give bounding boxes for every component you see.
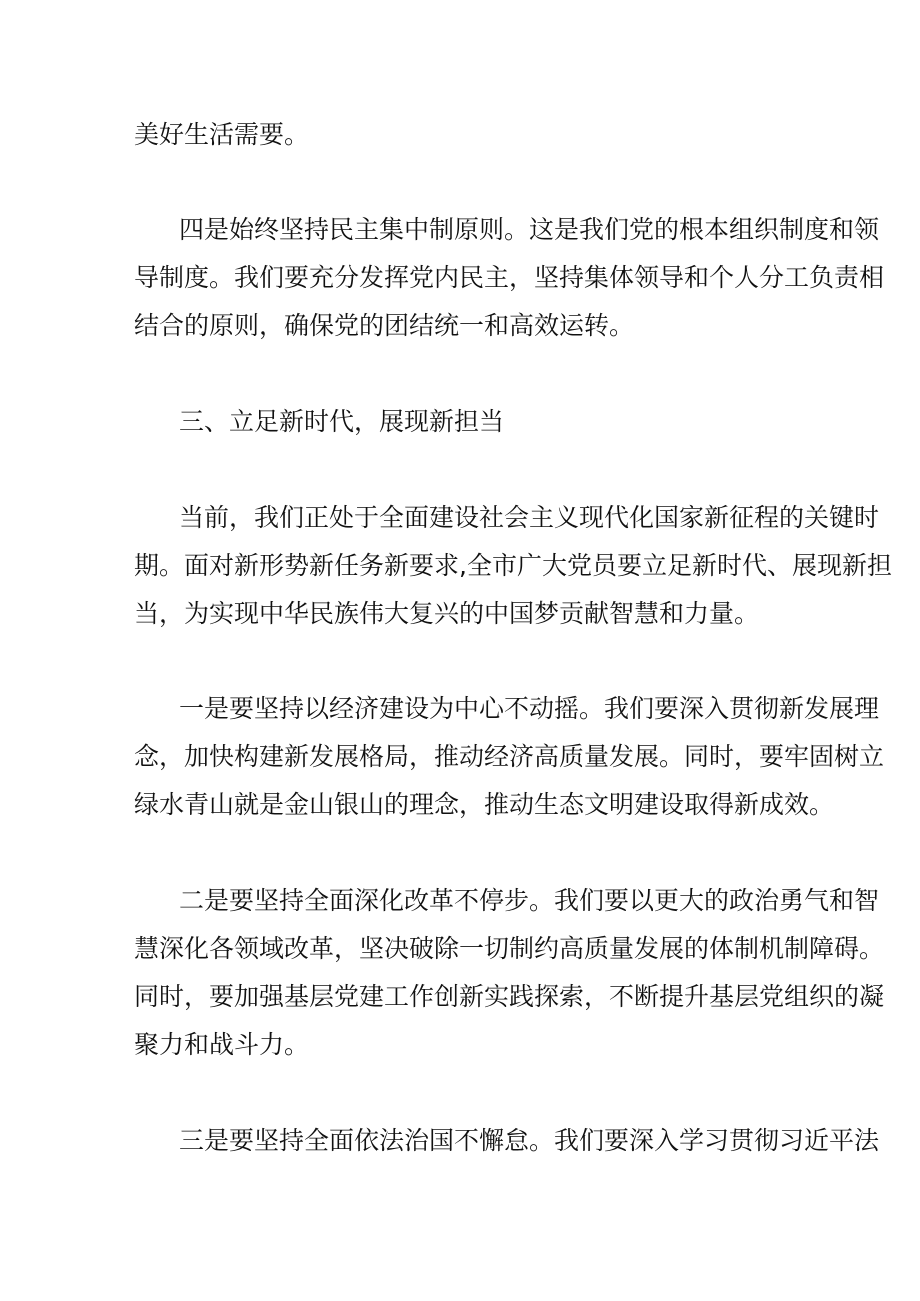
text-line: 当前，我们正处于全面建设社会主义现代化国家新征程的关键时 xyxy=(179,503,880,532)
text-line: 一是要坚持以经济建设为中心不动摇。我们要深入贯彻新发展理 xyxy=(179,694,880,723)
text-line: 同时，要加强基层党建工作创新实践探索，不断提升基层党组织的凝 xyxy=(134,982,885,1011)
text-line: 当，为实现中华民族伟大复兴的中国梦贡献智慧和力量。 xyxy=(134,599,760,628)
text-line: 四是始终坚持民主集中制原则。这是我们党的根本组织制度和领 xyxy=(179,215,880,244)
text-line: 导制度。我们要充分发挥党内民主，坚持集体领导和个人分工负责相 xyxy=(134,263,885,292)
text-line: 三是要坚持全面依法治国不懈怠。我们要深入学习贯彻习近平法 xyxy=(179,1126,880,1155)
text-line: 期。面对新形势新任务新要求,全市广大党员要立足新时代、展现新担 xyxy=(134,551,892,580)
text-line: 二是要坚持全面深化改革不停步。我们要以更大的政治勇气和智 xyxy=(179,886,880,915)
text-line: 绿水青山就是金山银山的理念，推动生态文明建设取得新成效。 xyxy=(134,790,835,819)
text-line: 慧深化各领域改革，坚决破除一切制约高质量发展的体制机制障碍。 xyxy=(134,934,885,963)
text-line: 聚力和战斗力。 xyxy=(134,1030,310,1059)
text-line: 念，加快构建新发展格局，推动经济高质量发展。同时，要牢固树立 xyxy=(134,742,885,771)
section-heading: 三、立足新时代，展现新担当 xyxy=(179,407,505,436)
text-line: 美好生活需要。 xyxy=(134,120,310,149)
text-line: 结合的原则，确保党的团结统一和高效运转。 xyxy=(134,311,635,340)
